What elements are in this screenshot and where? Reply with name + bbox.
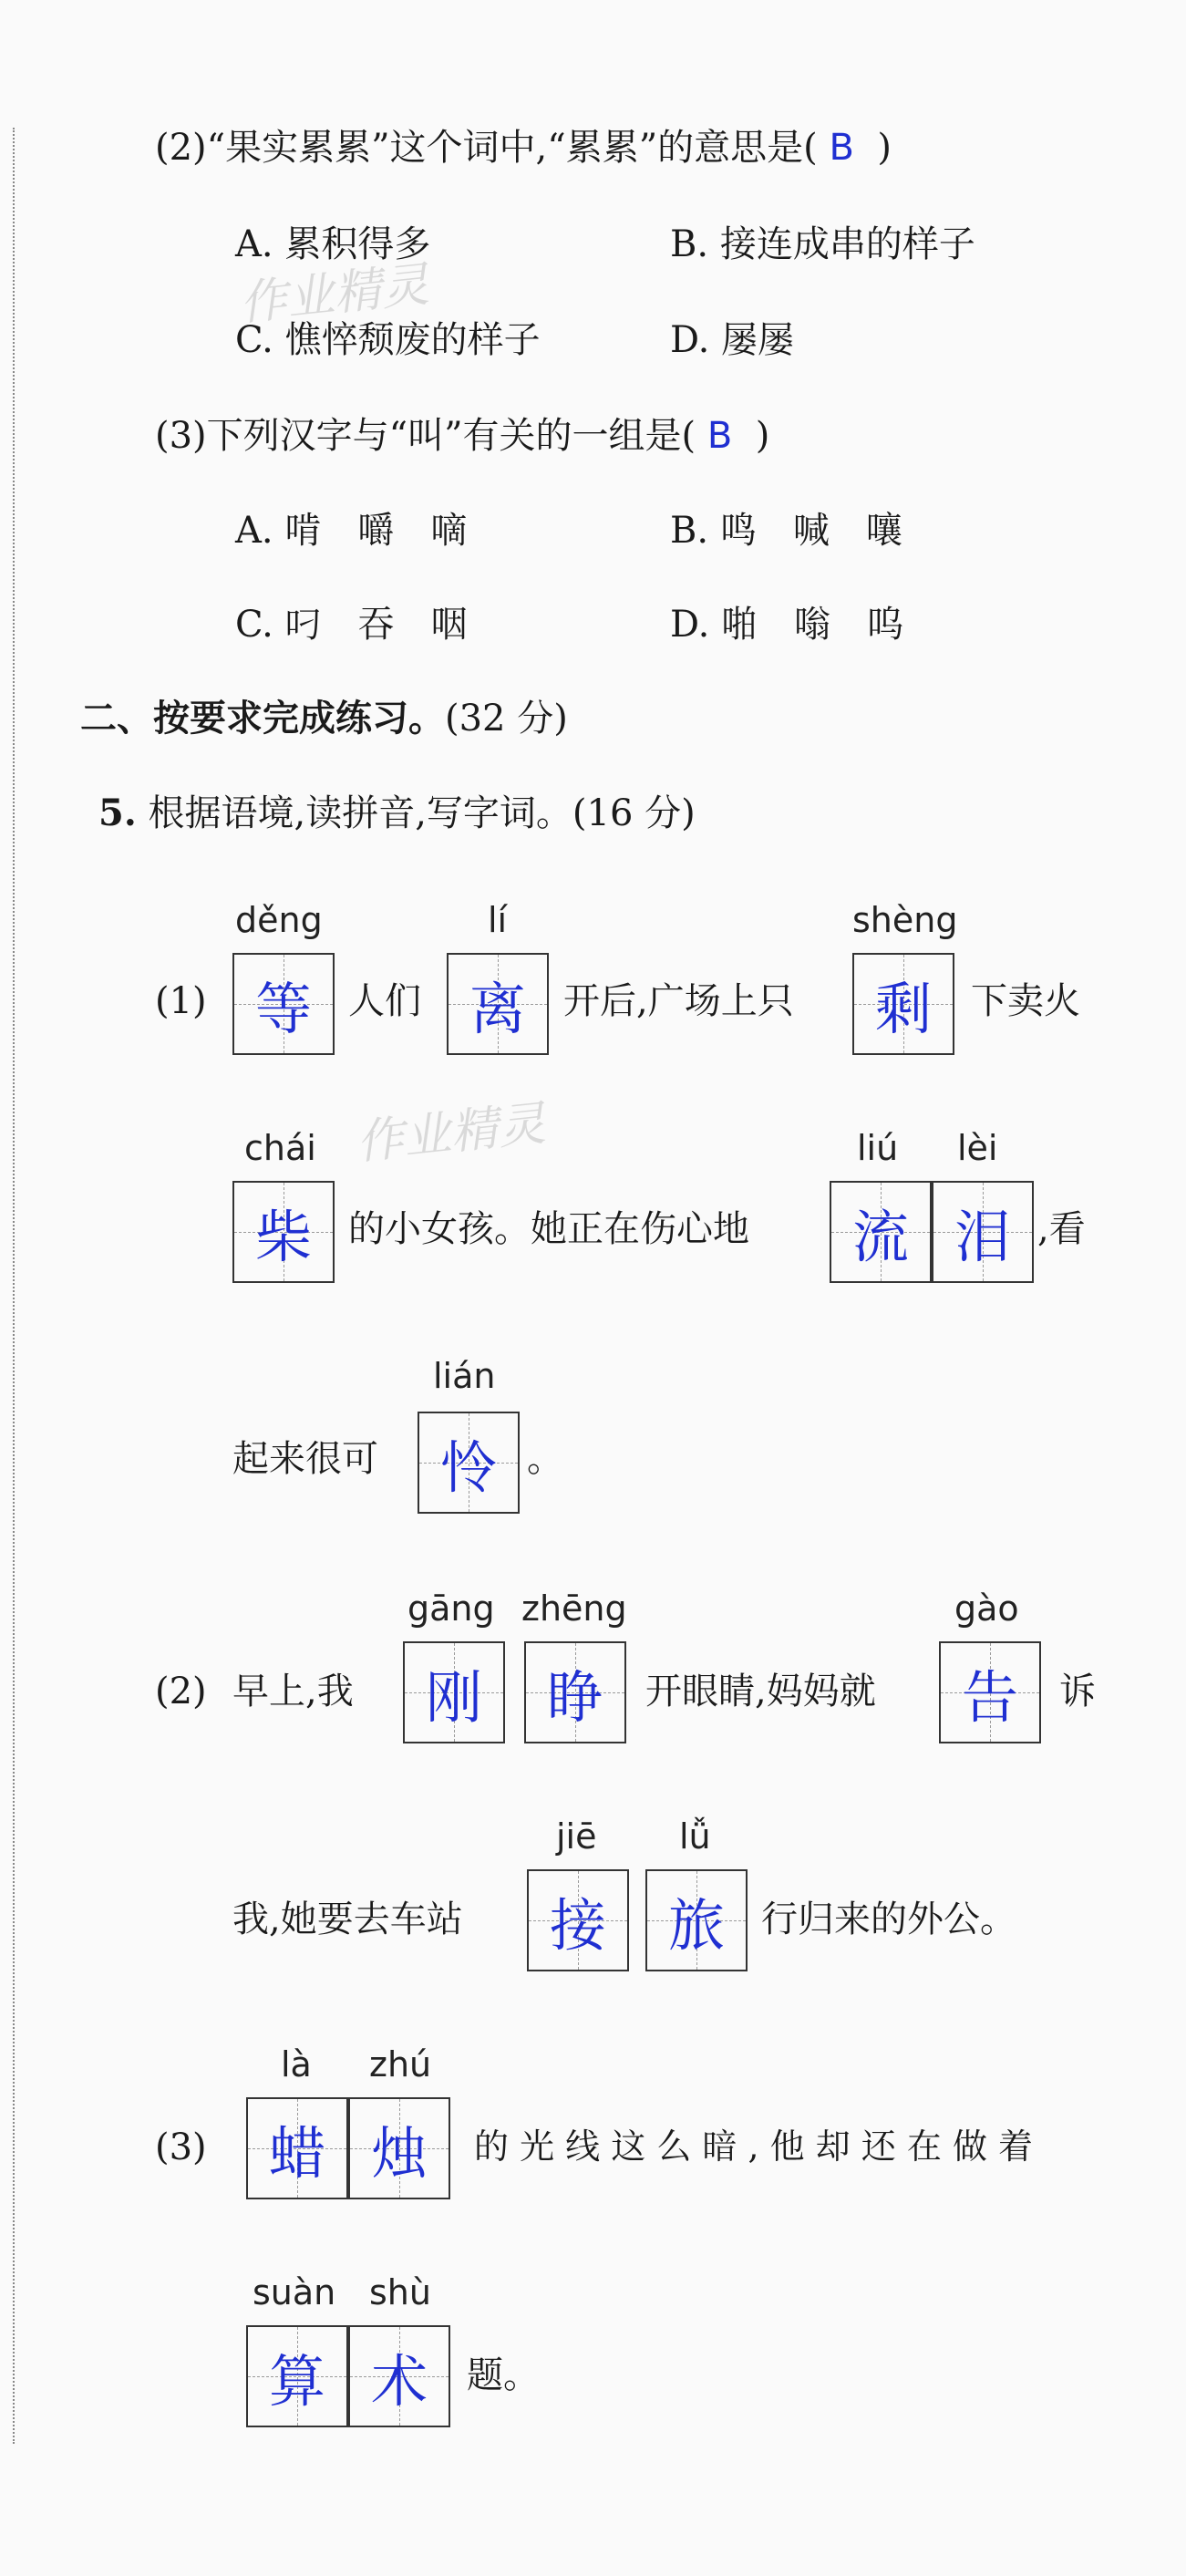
pinyin: liú <box>857 1128 899 1168</box>
writing-grid <box>939 1641 1041 1743</box>
q2-option-c: C. 憔悴颓废的样子 <box>235 319 541 361</box>
q2-answer: B <box>829 127 854 169</box>
section-title: 二、按要求完成练习。(32 分) <box>80 697 568 740</box>
pinyin: lí <box>488 900 508 940</box>
q3-stem: (3)下列汉字与“叫”有关的一组是( B ) <box>155 415 770 457</box>
pinyin: lèi <box>957 1128 998 1168</box>
answer-char: 剩 <box>874 975 932 1042</box>
writing-grid <box>852 953 954 1055</box>
writing-grid <box>418 1412 520 1514</box>
answer-char: 泪 <box>954 1203 1011 1270</box>
sentence-text: 的小女孩。她正在伤心地 <box>348 1208 749 1250</box>
pinyin: chái <box>244 1128 316 1168</box>
s1-label: (1) <box>155 980 207 1022</box>
q5-heading: 5. 根据语境,读拼音,写字词。(16 分) <box>98 791 696 834</box>
writing-grid <box>232 1181 335 1283</box>
writing-grid <box>246 2325 348 2427</box>
s2-label: (2) <box>155 1671 207 1712</box>
q2-option-b: B. 接连成串的样子 <box>670 223 975 265</box>
answer-char: 蜡 <box>268 2119 325 2187</box>
s3-label: (3) <box>155 2126 207 2168</box>
answer-char: 旅 <box>667 1891 725 1959</box>
pinyin: zhú <box>369 2044 432 2085</box>
q2-option-d: D. 屡屡 <box>670 319 795 361</box>
q3-option-b: B. 鸣 喊 嚷 <box>670 510 902 552</box>
sentence-text: 的 光 线 这 么 暗 , 他 却 还 在 做 着 <box>474 2126 1034 2167</box>
pinyin: gāng <box>407 1588 495 1629</box>
q2-stem: (2)“果实累累”这个词中,“累累”的意思是( B ) <box>155 127 892 169</box>
writing-grid <box>348 2325 450 2427</box>
answer-char: 睁 <box>546 1663 603 1731</box>
sentence-text: 下卖火 <box>971 980 1080 1022</box>
pinyin: gào <box>954 1588 1019 1629</box>
writing-grid <box>932 1181 1034 1283</box>
sentence-text: 行归来的外公。 <box>761 1898 1016 1940</box>
sentence-text: 开后,广场上只 <box>563 980 794 1022</box>
q2-option-a: A. 累积得多 <box>235 223 431 265</box>
pinyin: jiē <box>556 1816 597 1857</box>
writing-grid <box>348 2097 450 2199</box>
watermark: 作业精灵 <box>354 1096 549 1171</box>
sentence-text: ,看 <box>1037 1208 1086 1250</box>
answer-char: 告 <box>961 1663 1018 1731</box>
answer-char: 怜 <box>439 1433 497 1501</box>
q3-option-c: C. 叼 吞 咽 <box>235 604 468 646</box>
pinyin: děng <box>235 900 323 940</box>
writing-grid <box>524 1641 626 1743</box>
writing-grid <box>246 2097 348 2199</box>
sentence-text: 开眼睛,妈妈就 <box>645 1671 876 1712</box>
answer-char: 柴 <box>254 1203 312 1270</box>
answer-char: 术 <box>370 2347 428 2415</box>
answer-char: 等 <box>254 975 312 1042</box>
answer-char: 算 <box>268 2347 325 2415</box>
sentence-text: 诉 <box>1059 1671 1096 1712</box>
q3-answer: B <box>706 415 733 457</box>
writing-grid <box>232 953 335 1055</box>
answer-char: 流 <box>851 1203 909 1270</box>
sentence-text: 题。 <box>467 2354 540 2396</box>
answer-char: 烛 <box>370 2119 428 2187</box>
writing-grid <box>447 953 549 1055</box>
writing-grid <box>830 1181 932 1283</box>
sentence-text: 起来很可 <box>232 1438 378 1480</box>
q3-option-a: A. 啃 嚼 嘀 <box>235 510 468 552</box>
left-dotted-margin <box>13 128 15 2444</box>
sentence-text: 。 <box>527 1438 563 1480</box>
answer-char: 离 <box>469 975 526 1042</box>
sentence-text: 我,她要去车站 <box>232 1898 463 1940</box>
answer-char: 接 <box>549 1891 606 1959</box>
pinyin: zhēng <box>521 1588 627 1629</box>
writing-grid <box>645 1869 748 1971</box>
writing-grid <box>403 1641 505 1743</box>
writing-grid <box>527 1869 629 1971</box>
sentence-text: 人们 <box>348 980 421 1022</box>
q3-option-d: D. 啪 嗡 呜 <box>670 604 904 646</box>
pinyin: suàn <box>253 2272 336 2312</box>
pinyin: là <box>281 2044 312 2085</box>
sentence-text: 早上,我 <box>232 1671 354 1712</box>
watermark: 作业精灵 <box>237 257 432 332</box>
pinyin: shèng <box>852 900 958 940</box>
pinyin: lǚ <box>679 1816 711 1857</box>
pinyin: lián <box>433 1356 496 1396</box>
pinyin: shù <box>369 2272 431 2312</box>
answer-char: 刚 <box>425 1663 482 1731</box>
